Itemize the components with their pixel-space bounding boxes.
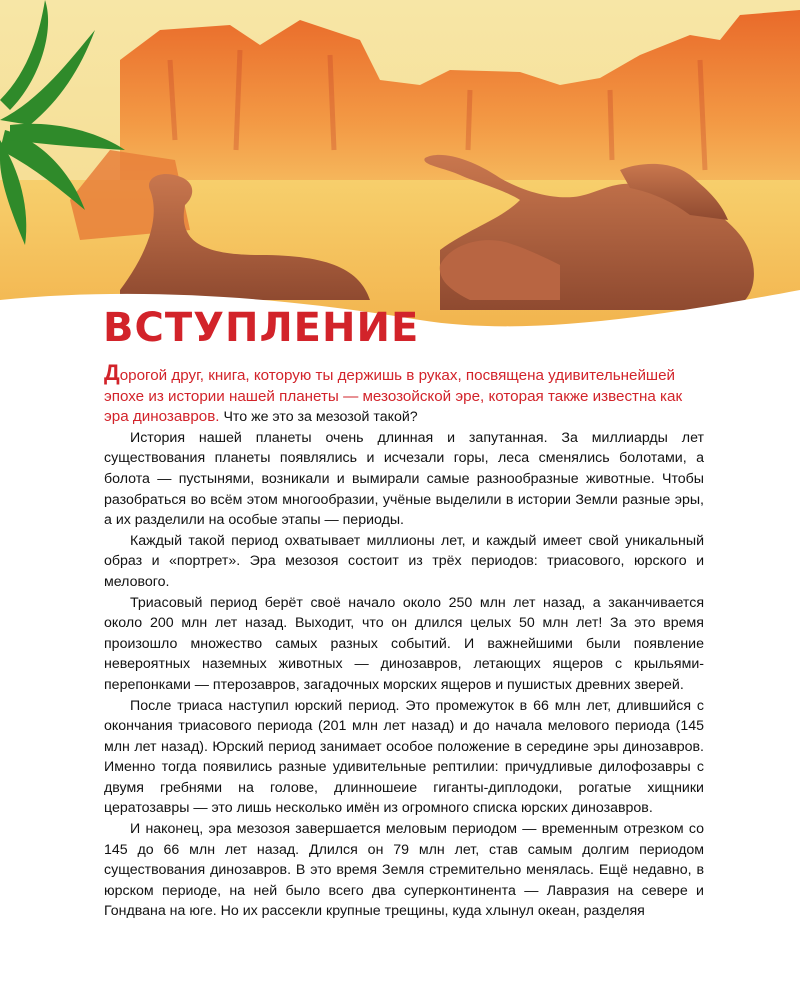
drop-cap: Д xyxy=(104,360,120,385)
paragraph: После триаса наступил юрский период. Это промежуток в 66 млн лет, длившийся с окончания триасового периода (201 млн лет назад) и до начала мелового периода (145 млн лет назад). Юрский период занимает особое положение в середине эры динозавров. Именно тогда появились разные удивительные рептилии: причудливые дилофозавры с двумя гребнями на голове, длинношеие гиганты-диплодоки, рогатые хищники цератозавры — это лишь несколько имён из огромного списка юрских динозавров. xyxy=(104,697,704,817)
intro-question: Что же это за мезозой такой? xyxy=(219,409,418,426)
paragraph: Триасовый период берёт своё начало около 250 млн лет назад, а заканчивается около 200 млн лет назад. Выходит, что он длился целых 50 млн лет! За это время произошло множество самых разных событий. И важнейшими были появление невероятных наземных животных — динозавров, летающих ящеров с крыльями-перепонками — птерозавров, загадочных морских ящеров и пушистых древних зверей. xyxy=(104,594,704,693)
page-title: ВСТУПЛЕНИЕ xyxy=(103,305,420,351)
paragraph: Каждый такой период охватывает миллионы лет, и каждый имеет свой уникальный образ и «портрет». Эра мезозоя состоит из трёх периодов: триасового, юрского и мелового. xyxy=(104,532,704,590)
intro-highlight: орогой друг, книга, которую ты держишь в руках, посвящена удивительнейшей эпохе из истории нашей планеты — мезозойской эре, которая также известна как эра динозавров. xyxy=(104,367,683,426)
paragraph: История нашей планеты очень длинная и запутанная. За миллиарды лет существования планеты появлялись и исчезали горы, леса сменялись болотами, а болота — пустынями, возникали и вымирали самые разнообразные животные. Чтобы разобраться во всём этом многообразии, учёные выделили в истории Земли разные эры, а их разделили на особые этапы — периоды. xyxy=(104,429,704,529)
article-body xyxy=(104,360,704,922)
intro-paragraph xyxy=(104,360,704,428)
paragraph: И наконец, эра мезозоя завершается меловым периодом — временным отрезком со 145 до 66 млн лет назад. Длился он 79 млн лет, став самым долгим периодом существования динозавров. В это время Земля стремительно менялась. Ещё недавно, в юрском периоде, на ней было всего два суперконтинента — Лавразия на севере и Гондвана на юге. Но их рассекли крупные трещины, куда хлынул океан, разделяя xyxy=(104,821,704,920)
dinosaurs-in-desert-illustration xyxy=(0,0,800,330)
